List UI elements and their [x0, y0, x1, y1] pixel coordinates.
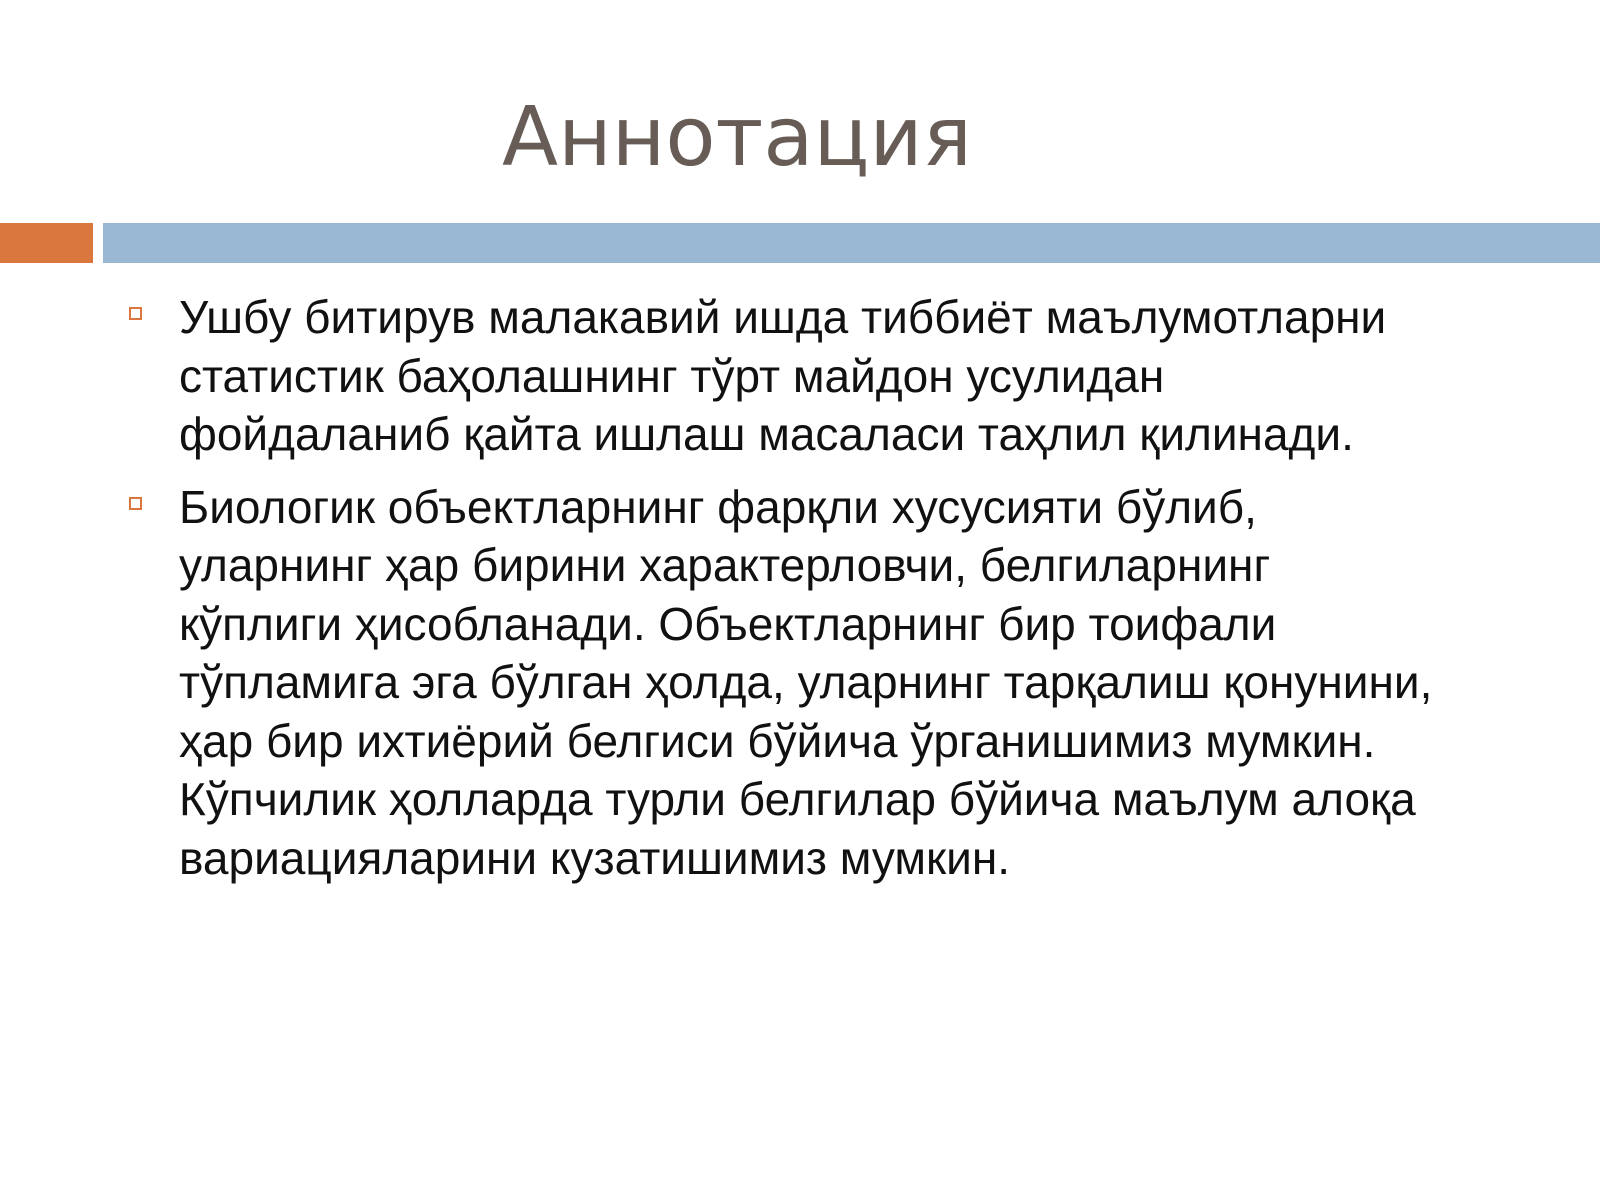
bullet-item-1 — [126, 288, 1566, 464]
bullet-line: ҳар бир ихтиёрий белгиси бўйича ўрганишимиз мумкин. — [179, 714, 1376, 767]
bullet-line: тўпламига эга бўлган ҳолда, уларнинг тарқалиш қонунини, — [179, 656, 1433, 708]
bullet-line: Ушбу битирув малакавий ишда тиббиёт маълумотларни — [179, 291, 1387, 343]
bullet-line: фойдаланиб қайта ишлаш масаласи таҳлил қилинади. — [179, 408, 1354, 460]
bullet-item-2 — [126, 478, 1566, 888]
blue-divider-bar — [103, 223, 1600, 263]
bullet-line: Биологик объектларнинг фарқли хусусияти бўлиб, — [179, 480, 1257, 533]
bullet-line: уларнинг ҳар бирини характерловчи, белгиларнинг — [179, 539, 1271, 591]
slide-title: Аннотация — [502, 90, 972, 185]
bullet-list — [126, 288, 1566, 901]
hollow-square-bullet-icon — [129, 307, 142, 320]
bullet-line: вариацияларини кузатишимиз мумкин. — [179, 831, 1011, 884]
orange-accent-bar — [0, 223, 93, 263]
bullet-line: кўплиги ҳисобланади. Объектларнинг бир тоифали — [179, 597, 1277, 650]
bullet-line: Кўпчилик ҳолларда турли белгилар бўйича маълум алоқа — [179, 773, 1416, 825]
hollow-square-bullet-icon — [129, 497, 142, 510]
bullet-line: статистик баҳолашнинг тўрт майдон усулидан — [179, 349, 1165, 402]
